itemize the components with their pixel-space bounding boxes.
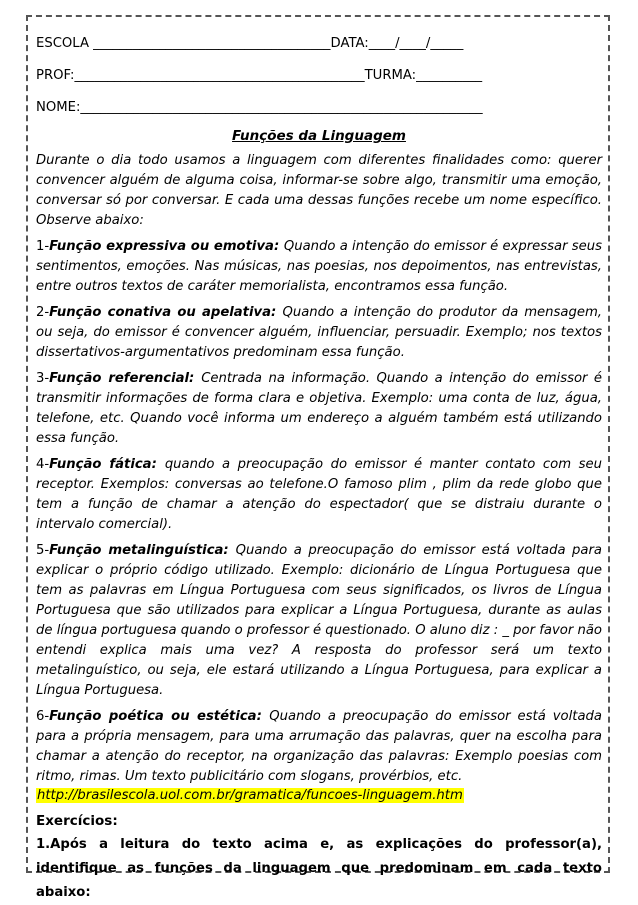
item-number: 2 - xyxy=(36,305,49,320)
function-item-2 xyxy=(36,303,602,363)
item-text: Quando a intenção do emissor é expressar seus sentimentos, emoções. Nas músicas, nas poesias, nos depoimentos, nas entrevistas, entre outros textos de caráter memorialista, encontramos essa função. xyxy=(36,239,602,294)
item-text: Quando a preocupação do emissor está voltada para a própria mensagem, para uma arrumação das palavras, quer na escolha para chamar a atenção do receptor, na organização das palavras: Exemplo poesias com ritmo, rimas. Um texto publicitário com slogans, provérbios, etc. xyxy=(36,709,602,784)
item-number: 4 - xyxy=(36,457,49,472)
item-text: quando a preocupação do emissor é manter contato com seu receptor. Exemplos: conversas ao telefone.O famoso plim , plim da rede globo que tem a função de chamar a atenção do espectador( que se distraiu durante o intervalo comercial). xyxy=(36,457,602,532)
item-text: Quando a intenção do produtor da mensagem, ou seja, do emissor é convencer alguém, influenciar, persuadir. Exemplo; nos textos dissertativos-argumentativos predominam essa função. xyxy=(36,305,602,360)
intro-paragraph: Durante o dia todo usamos a linguagem com diferentes finalidades como: querer convencer alguém de alguma coisa, informar-se sobre algo, transmitir uma emoção, conversar só por conversar. E cada uma dessas funções recebe um nome específico. Observe abaixo: xyxy=(36,153,602,228)
source-link-line xyxy=(36,787,602,805)
teacher-class-line: PROF:____________________________________________TURMA:__________ xyxy=(36,68,483,83)
student-name-line: NOME:_____________________________________________________________ xyxy=(36,100,483,115)
item-number: 6 - xyxy=(36,709,49,724)
item-heading: Função conativa ou apelativa: xyxy=(49,305,277,320)
function-item-4 xyxy=(36,455,602,535)
item-text: Quando a preocupação do emissor está voltada para explicar o próprio código utilizado. Exemplo: dicionário de Língua Portuguesa que tem as palavras em Língua Portuguesa com seus significados, os livros de Língua Portuguesa que são utilizados para explicar a Língua Portuguesa, durante as aulas de língua portuguesa quando o professor é questionado. O aluno diz : _ por favor não entendi explica mais uma vez? A resposta do professor será um texto metalinguístico, ou seja, ele estará utilizando a Língua Portuguesa, para explicar a Língua Portuguesa. xyxy=(36,543,603,698)
function-item-6 xyxy=(36,707,602,787)
item-number: 1 - xyxy=(36,239,49,254)
item-heading: Função referencial: xyxy=(49,371,195,386)
function-item-5 xyxy=(36,541,602,701)
item-heading: Função expressiva ou emotiva: xyxy=(49,239,280,254)
item-heading: Função fática: xyxy=(49,457,157,472)
page-title: Funções da Linguagem xyxy=(232,128,406,144)
item-number: 3 - xyxy=(36,371,49,386)
item-number: 5 - xyxy=(36,543,49,558)
function-item-1 xyxy=(36,237,602,297)
item-text: Centrada na informação. Quando a intenção do emissor é transmitir informações de forma clara e objetiva. Exemplo: uma conta de luz, água, telefone, etc. Quando você informa um endereço a alguém também está utilizando essa função. xyxy=(36,371,603,446)
worksheet xyxy=(36,36,602,905)
function-item-3 xyxy=(36,369,602,449)
source-link[interactable]: http://brasilescola.uol.com.br/gramatica/funcoes-linguagem.htm xyxy=(37,788,463,803)
school-date-line: ESCOLA ____________________________________DATA:____/____/_____ xyxy=(36,36,464,51)
exercise-question: 1.Após a leitura do texto acima e, as explicações do professor(a), identifique as funções da linguagem que predominam em cada texto abaixo: xyxy=(36,837,602,900)
exercises-heading: Exercícios: xyxy=(36,813,118,829)
item-heading: Função metalinguística: xyxy=(49,543,229,558)
item-heading: Função poética ou estética: xyxy=(49,709,262,724)
